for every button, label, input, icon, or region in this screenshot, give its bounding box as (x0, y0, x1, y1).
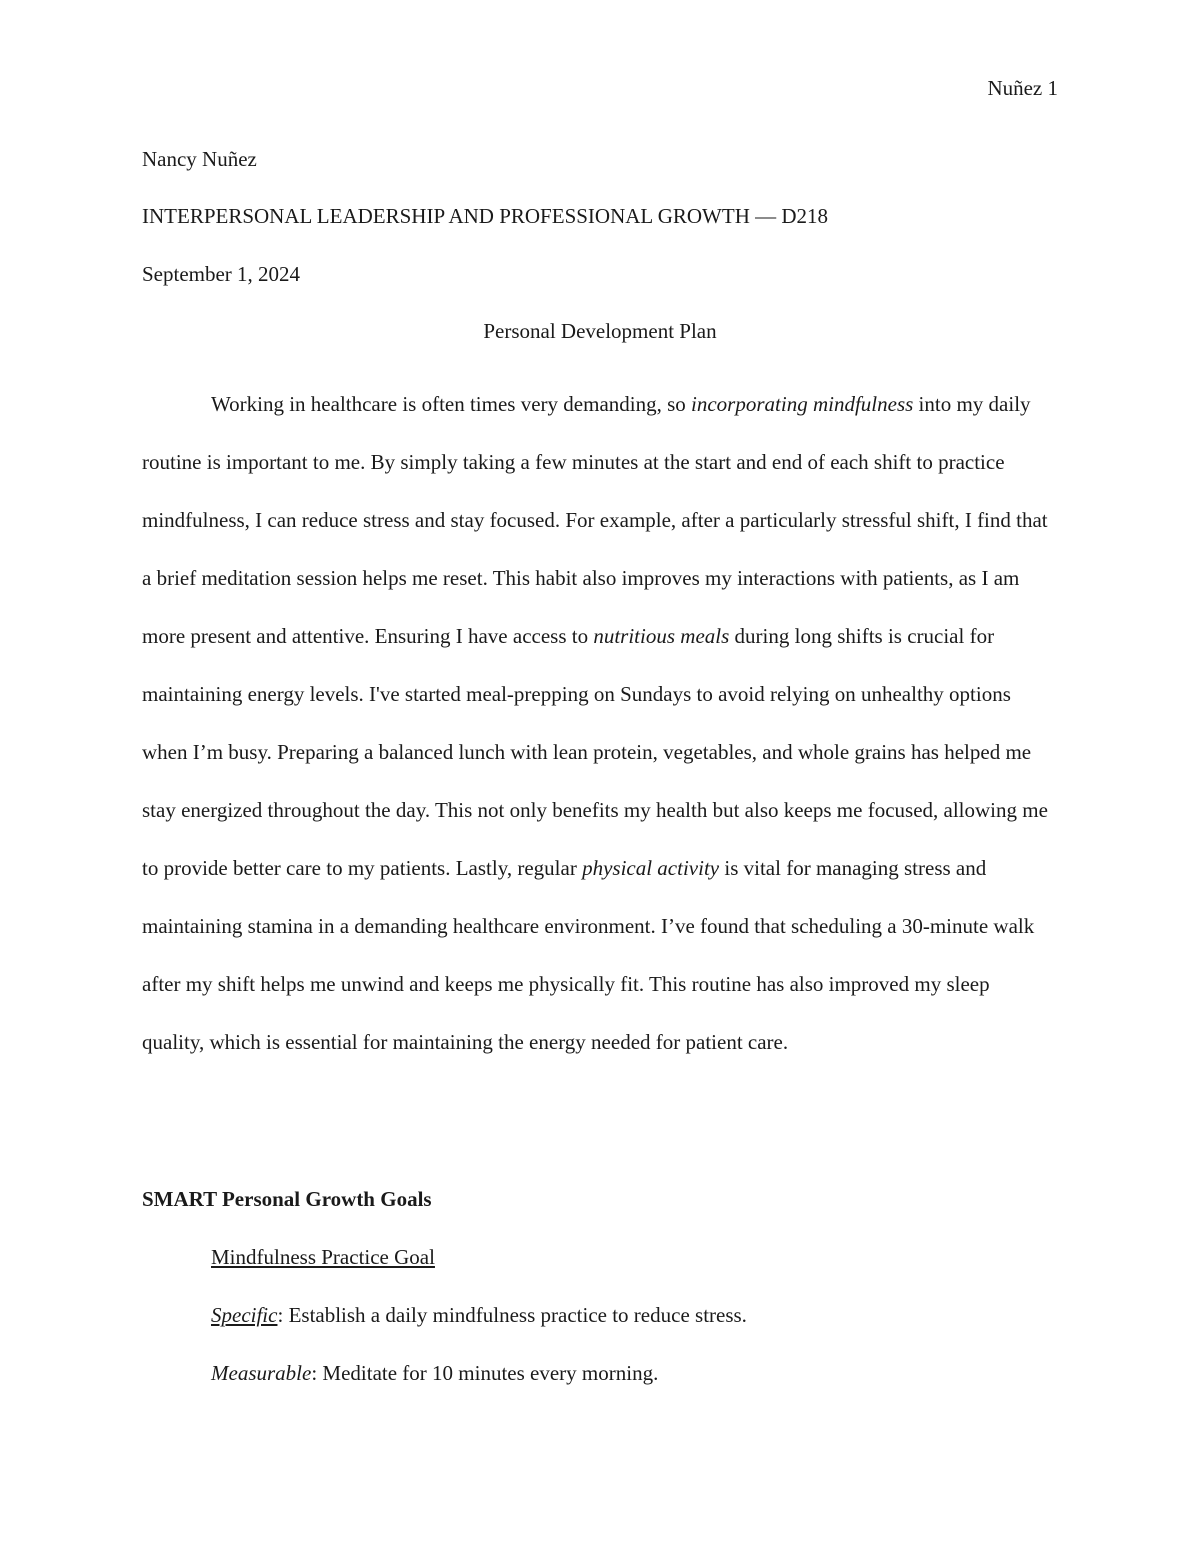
emphasis-nutrition: nutritious meals (593, 624, 730, 648)
page-title: Personal Development Plan (483, 319, 717, 343)
body-text-3: during long shifts is crucial for maintaining energy levels. I've started meal-prepping on Sundays to avoid relying on unhealthy options when I’m busy. Preparing a balanced lunch with lean protein, vegetables, and whole grains has helped me stay energized throughout the day. This not only benefits my health but also keeps me focused, allowing me to provide better care to my patients. Lastly, regular (142, 624, 1048, 880)
body-text-4: is vital for managing stress and maintaining stamina in a demanding healthcare environment. I’ve found that scheduling a 30-minute walk after my shift helps me unwind and keeps me physically fit. This routine has also improved my sleep quality, which is essential for maintaining the energy needed for patient care. (142, 856, 1035, 1054)
measurable-line (211, 1360, 658, 1386)
emphasis-mindfulness: incorporating mindfulness (691, 392, 914, 416)
specific-line (211, 1302, 747, 1328)
document-date: September 1, 2024 (142, 262, 301, 286)
measurable-text: Meditate for 10 minutes every morning. (322, 1361, 659, 1385)
emphasis-physical-activity: physical activity (582, 856, 720, 880)
section-heading: SMART Personal Growth Goals (142, 1187, 432, 1211)
author-name: Nancy Nuñez (142, 147, 257, 171)
measurable-separator: : (311, 1361, 323, 1385)
body-paragraph (142, 375, 1050, 1071)
specific-separator: : (277, 1303, 289, 1327)
body-text-2: into my daily routine is important to me. By simply taking a few minutes at the start and end of each shift to practice mindfulness, I can reduce stress and stay focused. For example, after a particularly stressful shift, I find that a brief meditation session helps me reset. This habit also improves my interactions with patients, as I am more present and attentive. Ensuring I have access to (142, 392, 1048, 648)
measurable-label: Measurable (211, 1361, 312, 1385)
body-text-1: Working in healthcare is often times very demanding, so (211, 392, 692, 416)
course-title: INTERPERSONAL LEADERSHIP AND PROFESSIONAL GROWTH — D218 (142, 204, 829, 228)
specific-text: Establish a daily mindfulness practice to reduce stress. (288, 1303, 747, 1327)
goal-title: Mindfulness Practice Goal (211, 1245, 435, 1269)
specific-label: Specific (211, 1303, 278, 1327)
page-number-header: Nuñez 1 (987, 76, 1058, 100)
